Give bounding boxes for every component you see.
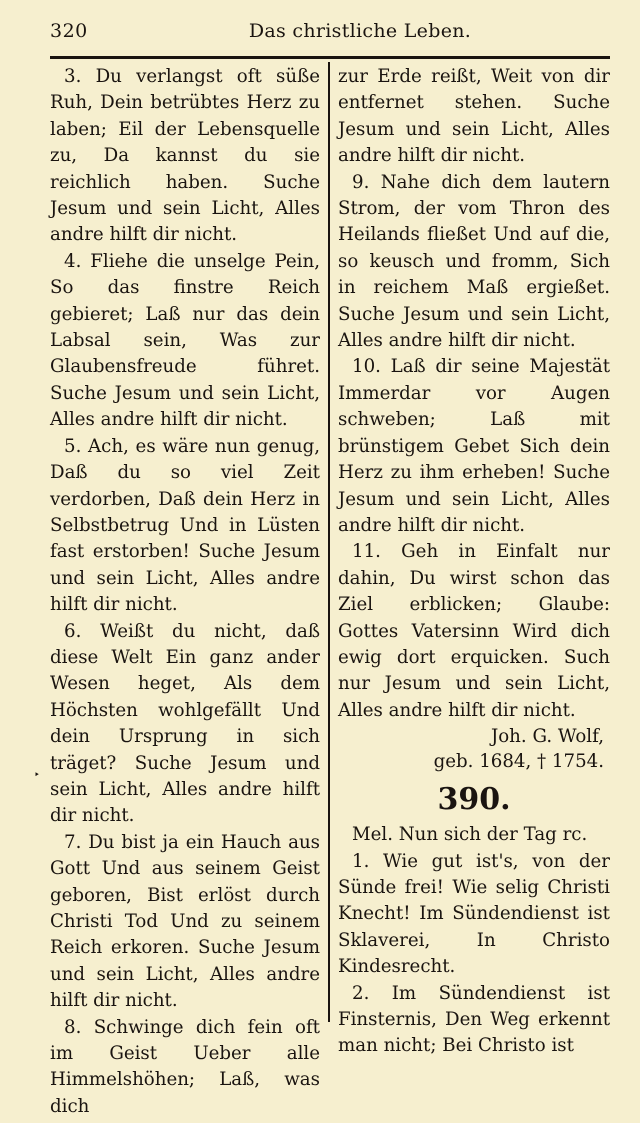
verse-5: 5. Ach, es wäre nun genug, Daß du so viel Zeit verdorben, Daß dein Herz in Selbstbetrug Und in Lüsten fast erstorben! Suche Jesum und sein Licht, Alles andre hilft dir nicht. bbox=[50, 435, 320, 616]
verse-7: 7. Du bist ja ein Hauch aus Gott Und aus seinem Geist geboren, Bist erlöst durch Christi Tod Und zu seinem Reich erkoren. Suche Jesum und sein Licht, Alles andre hilft dir nicht. bbox=[50, 831, 320, 1012]
hymn-number: 390. bbox=[437, 782, 511, 818]
header-rule bbox=[50, 56, 610, 59]
verse-6: 6. Weißt du nicht, daß diese Welt Ein ganz ander Wesen heget, Als dem Höchsten wohlgefällt Und dein Ursprung in sich träget? Suche Jesum und sein Licht, Alles andre hilft dir nicht. bbox=[50, 620, 320, 827]
hymn-390-verse-1: 1. Wie gut ist's, von der Sünde frei! Wie selig Christi Knecht! Im Sündendienst ist Sklaverei, In Christo Kindesrecht. bbox=[338, 850, 610, 978]
margin-mark: ‣ bbox=[34, 770, 40, 781]
column-divider bbox=[328, 62, 330, 1022]
verse-4: 4. Fliehe die unselge Pein, So das finstre Reich gebieret; Laß nur das dein Labsal sein, Was zur Glaubensfreude führet. Suche Jesum und sein Licht, Alles andre hilft dir nicht. bbox=[50, 250, 320, 431]
hymn-390-verse-2: 2. Im Sündendienst ist Finsternis, Den Weg erkennt man nicht; Bei Christo ist bbox=[338, 982, 610, 1057]
verse-11: 11. Geh in Einfalt nur dahin, Du wirst schon das Ziel erblicken; Glaube: Gottes Vatersinn Wird dich ewig dort erquicken. Such nur Jesum und sein Licht, Alles andre hilft dir nicht. bbox=[338, 541, 610, 721]
verse-8-continuation: zur Erde reißt, Weit von dir entfernet stehen. Suche Jesum und sein Licht, Alles andre hilft dir nicht. bbox=[338, 66, 610, 167]
verse-9: 9. Nahe dich dem lautern Strom, der vom Thron des Heilands fließet Und auf die, so keusch und fromm, Sich in reichem Maß ergießet. Suche Jesum und sein Licht, Alles andre hilft dir nicht. bbox=[338, 171, 610, 352]
left-column bbox=[50, 64, 320, 1120]
author-name: Joh. G. Wolf, bbox=[490, 726, 604, 748]
verse-8: 8. Schwinge dich fein oft im Geist Ueber alle Himmelshöhen; Laß, was dich bbox=[50, 1016, 320, 1117]
verse-10: 10. Laß dir seine Majestät Immerdar vor Augen schweben; Laß mit brünstigem Gebet Sich dein Herz zu ihm erheben! Suche Jesum und sein Licht, Alles andre hilft dir nicht. bbox=[338, 356, 610, 536]
page-number: 320 bbox=[50, 20, 88, 42]
melody-line: Mel. Nun sich der Tag rc. bbox=[352, 824, 588, 846]
right-column bbox=[338, 64, 610, 1060]
running-title: Das christliche Leben. bbox=[248, 20, 472, 42]
verse-3: 3. Du verlangst oft süße Ruh, Dein betrübtes Herz zu laben; Eil der Lebensquelle zu, Da kannst du sie reichlich haben. Suche Jesum und sein Licht, Alles andre hilft dir nicht. bbox=[50, 66, 320, 246]
author-dates: geb. 1684, † 1754. bbox=[433, 751, 604, 773]
page-header bbox=[50, 20, 610, 50]
